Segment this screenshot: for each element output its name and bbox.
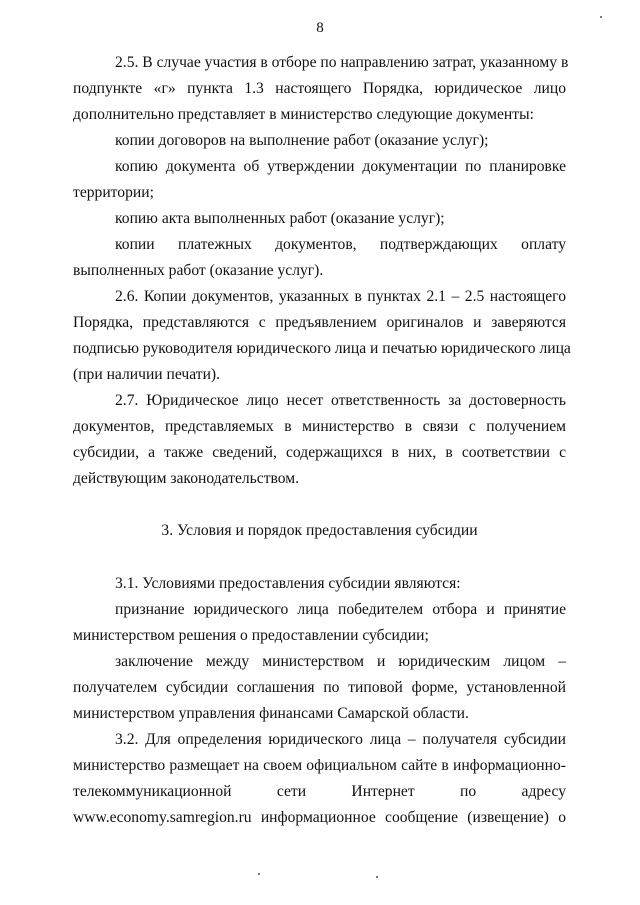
paragraph-2-7 [73,388,566,492]
paragraph-2-6 [73,284,571,388]
list-item-continuation: выполненных работ (оказание услуг). [73,262,324,279]
list-item-continuation: министерством решения о предоставлении субсидии; [73,627,429,644]
paragraph-3-2 [73,727,566,831]
scan-speck [600,16,602,18]
paragraph-3-1 [73,571,566,727]
section-heading: 3. Условия и порядок предоставления субсидии [161,522,478,539]
text-line: документов, представляемых в министерство в связи с получением [73,418,566,435]
document-list [73,128,566,284]
text-line: www.economy.samregion.ru информационное сообщение (извещение) о [73,809,566,826]
text-line: министерство размещает на своем официальном сайте в информационно- [73,757,566,774]
text-line: дополнительно представляет в министерство следующие документы: [73,106,534,123]
list-item: заключение между министерством и юридическим лицом – [115,653,566,670]
list-item-continuation: министерством управления финансами Самарской области. [73,705,469,722]
text-line: субсидии, а также сведений, содержащихся в них, в соответствии с [73,444,566,461]
text-line: телекоммуникационной сети Интернет по адресу [73,783,566,800]
list-item: признание юридического лица победителем отбора и принятие [115,601,566,618]
scan-speck [376,876,378,878]
document-body [73,50,571,831]
scan-speck [258,873,260,875]
text-line: действующим законодательством. [73,470,300,487]
text-line: (при наличии печати). [73,366,221,383]
paragraph-2-5 [73,50,569,128]
text-line: подписью руководителя юридического лица и печатью юридического лица [73,340,571,357]
text-line: 3.2. Для определения юридического лица – получателя субсидии [115,731,566,748]
text-line: 3.1. Условиями предоставления субсидии являются: [115,575,461,592]
list-item-continuation: территории; [73,184,154,201]
text-line: подпункте «г» пункта 1.3 настоящего Порядка, юридическое лицо [73,80,566,97]
list-item: копии платежных документов, подтверждающих оплату [115,236,566,253]
list-item: копию акта выполненных работ (оказание услуг); [115,210,445,227]
list-item: копию документа об утверждении документации по планировке [115,158,566,175]
list-item-continuation: получателем субсидии соглашения по типовой форме, установленной [73,679,566,696]
text-line: Порядка, представляются с предъявлением оригиналов и заверяются [73,314,566,331]
page-number: 8 [316,20,324,36]
text-line: 2.7. Юридическое лицо несет ответственность за достоверность [115,392,566,409]
text-line: 2.6. Копии документов, указанных в пунктах 2.1 – 2.5 настоящего [115,288,566,305]
list-item: копии договоров на выполнение работ (оказание услуг); [115,132,489,149]
text-line: 2.5. В случае участия в отборе по направлению затрат, указанному в [115,54,569,71]
